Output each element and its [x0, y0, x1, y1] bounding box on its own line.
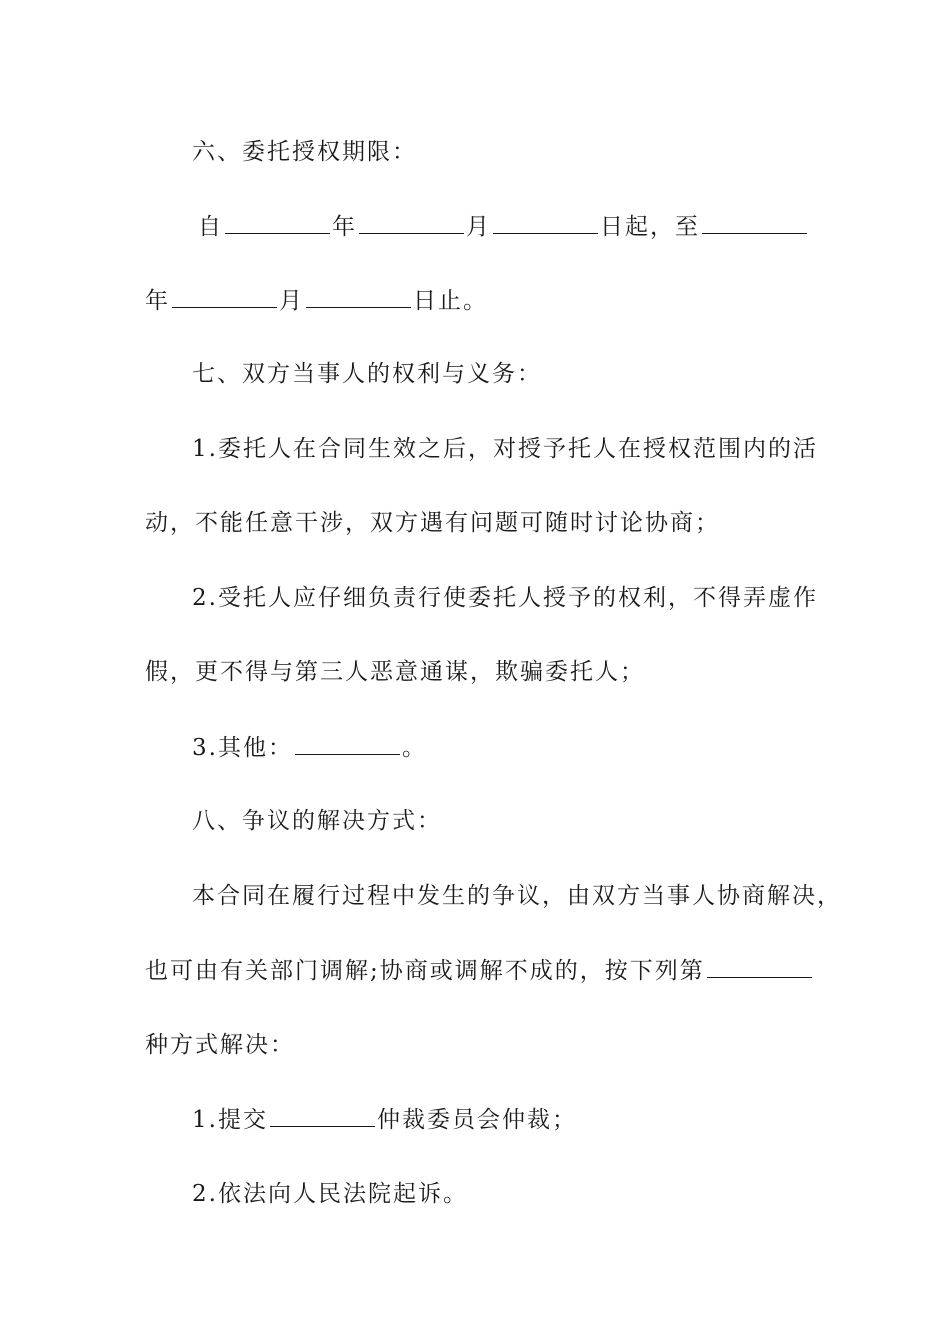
rights-item1-line1: 1.委托人在合同生效之后，对授予托人在授权范围内的活 [192, 436, 818, 462]
arbitration-commission-blank [270, 1104, 375, 1127]
section-seven-heading: 七、双方当事人的权利与义务： [192, 361, 542, 387]
rights-item2-line2: 假，更不得与第三人恶意通谋，欺骗委托人； [145, 659, 645, 685]
term-year-label: 年 [332, 214, 357, 240]
term-start-line [198, 211, 809, 242]
end-year-blank [702, 211, 807, 234]
other-blank [295, 732, 400, 755]
section-eight-heading: 八、争议的解决方式： [192, 808, 442, 834]
rights-item3-label: 3.其他： [192, 735, 293, 761]
term-month-label: 月 [466, 214, 491, 240]
dispute-option1-tail: 仲裁委员会仲裁； [376, 1107, 577, 1133]
end-year-label: 年 [145, 288, 170, 314]
rights-item3 [192, 732, 427, 763]
term-day-to-label: 日起，至 [600, 214, 700, 240]
method-number-blank [707, 955, 812, 978]
dispute-option2: 2.依法向人民法院起诉。 [192, 1181, 468, 1207]
start-month-blank [359, 211, 464, 234]
end-month-blank [172, 285, 277, 308]
end-day-blank [306, 285, 411, 308]
dispute-para-line3: 种方式解决： [145, 1032, 295, 1058]
dispute-option1-label: 1.提交 [192, 1107, 268, 1133]
term-from-label: 自 [198, 214, 223, 240]
dispute-para-line2 [145, 955, 814, 986]
start-day-blank [493, 211, 598, 234]
dispute-option1 [192, 1104, 577, 1135]
rights-item3-end: 。 [401, 735, 427, 761]
rights-item2-line1: 2.受托人应仔细负责行使委托人授予的权利，不得弄虚作 [192, 585, 818, 611]
term-end-line [145, 285, 488, 316]
rights-item1-line2: 动，不能任意干涉，双方遇有问题可随时讨论协商； [145, 510, 720, 536]
dispute-para-line1: 本合同在履行过程中发生的争议，由双方当事人协商解决， [192, 883, 842, 909]
end-month-label: 月 [279, 288, 304, 314]
start-year-blank [225, 211, 330, 234]
section-six-heading: 六、委托授权期限： [192, 139, 417, 165]
end-day-label: 日止。 [413, 288, 488, 314]
dispute-para-line2-text: 也可由有关部门调解;协商或调解不成的，按下列第 [145, 958, 705, 984]
